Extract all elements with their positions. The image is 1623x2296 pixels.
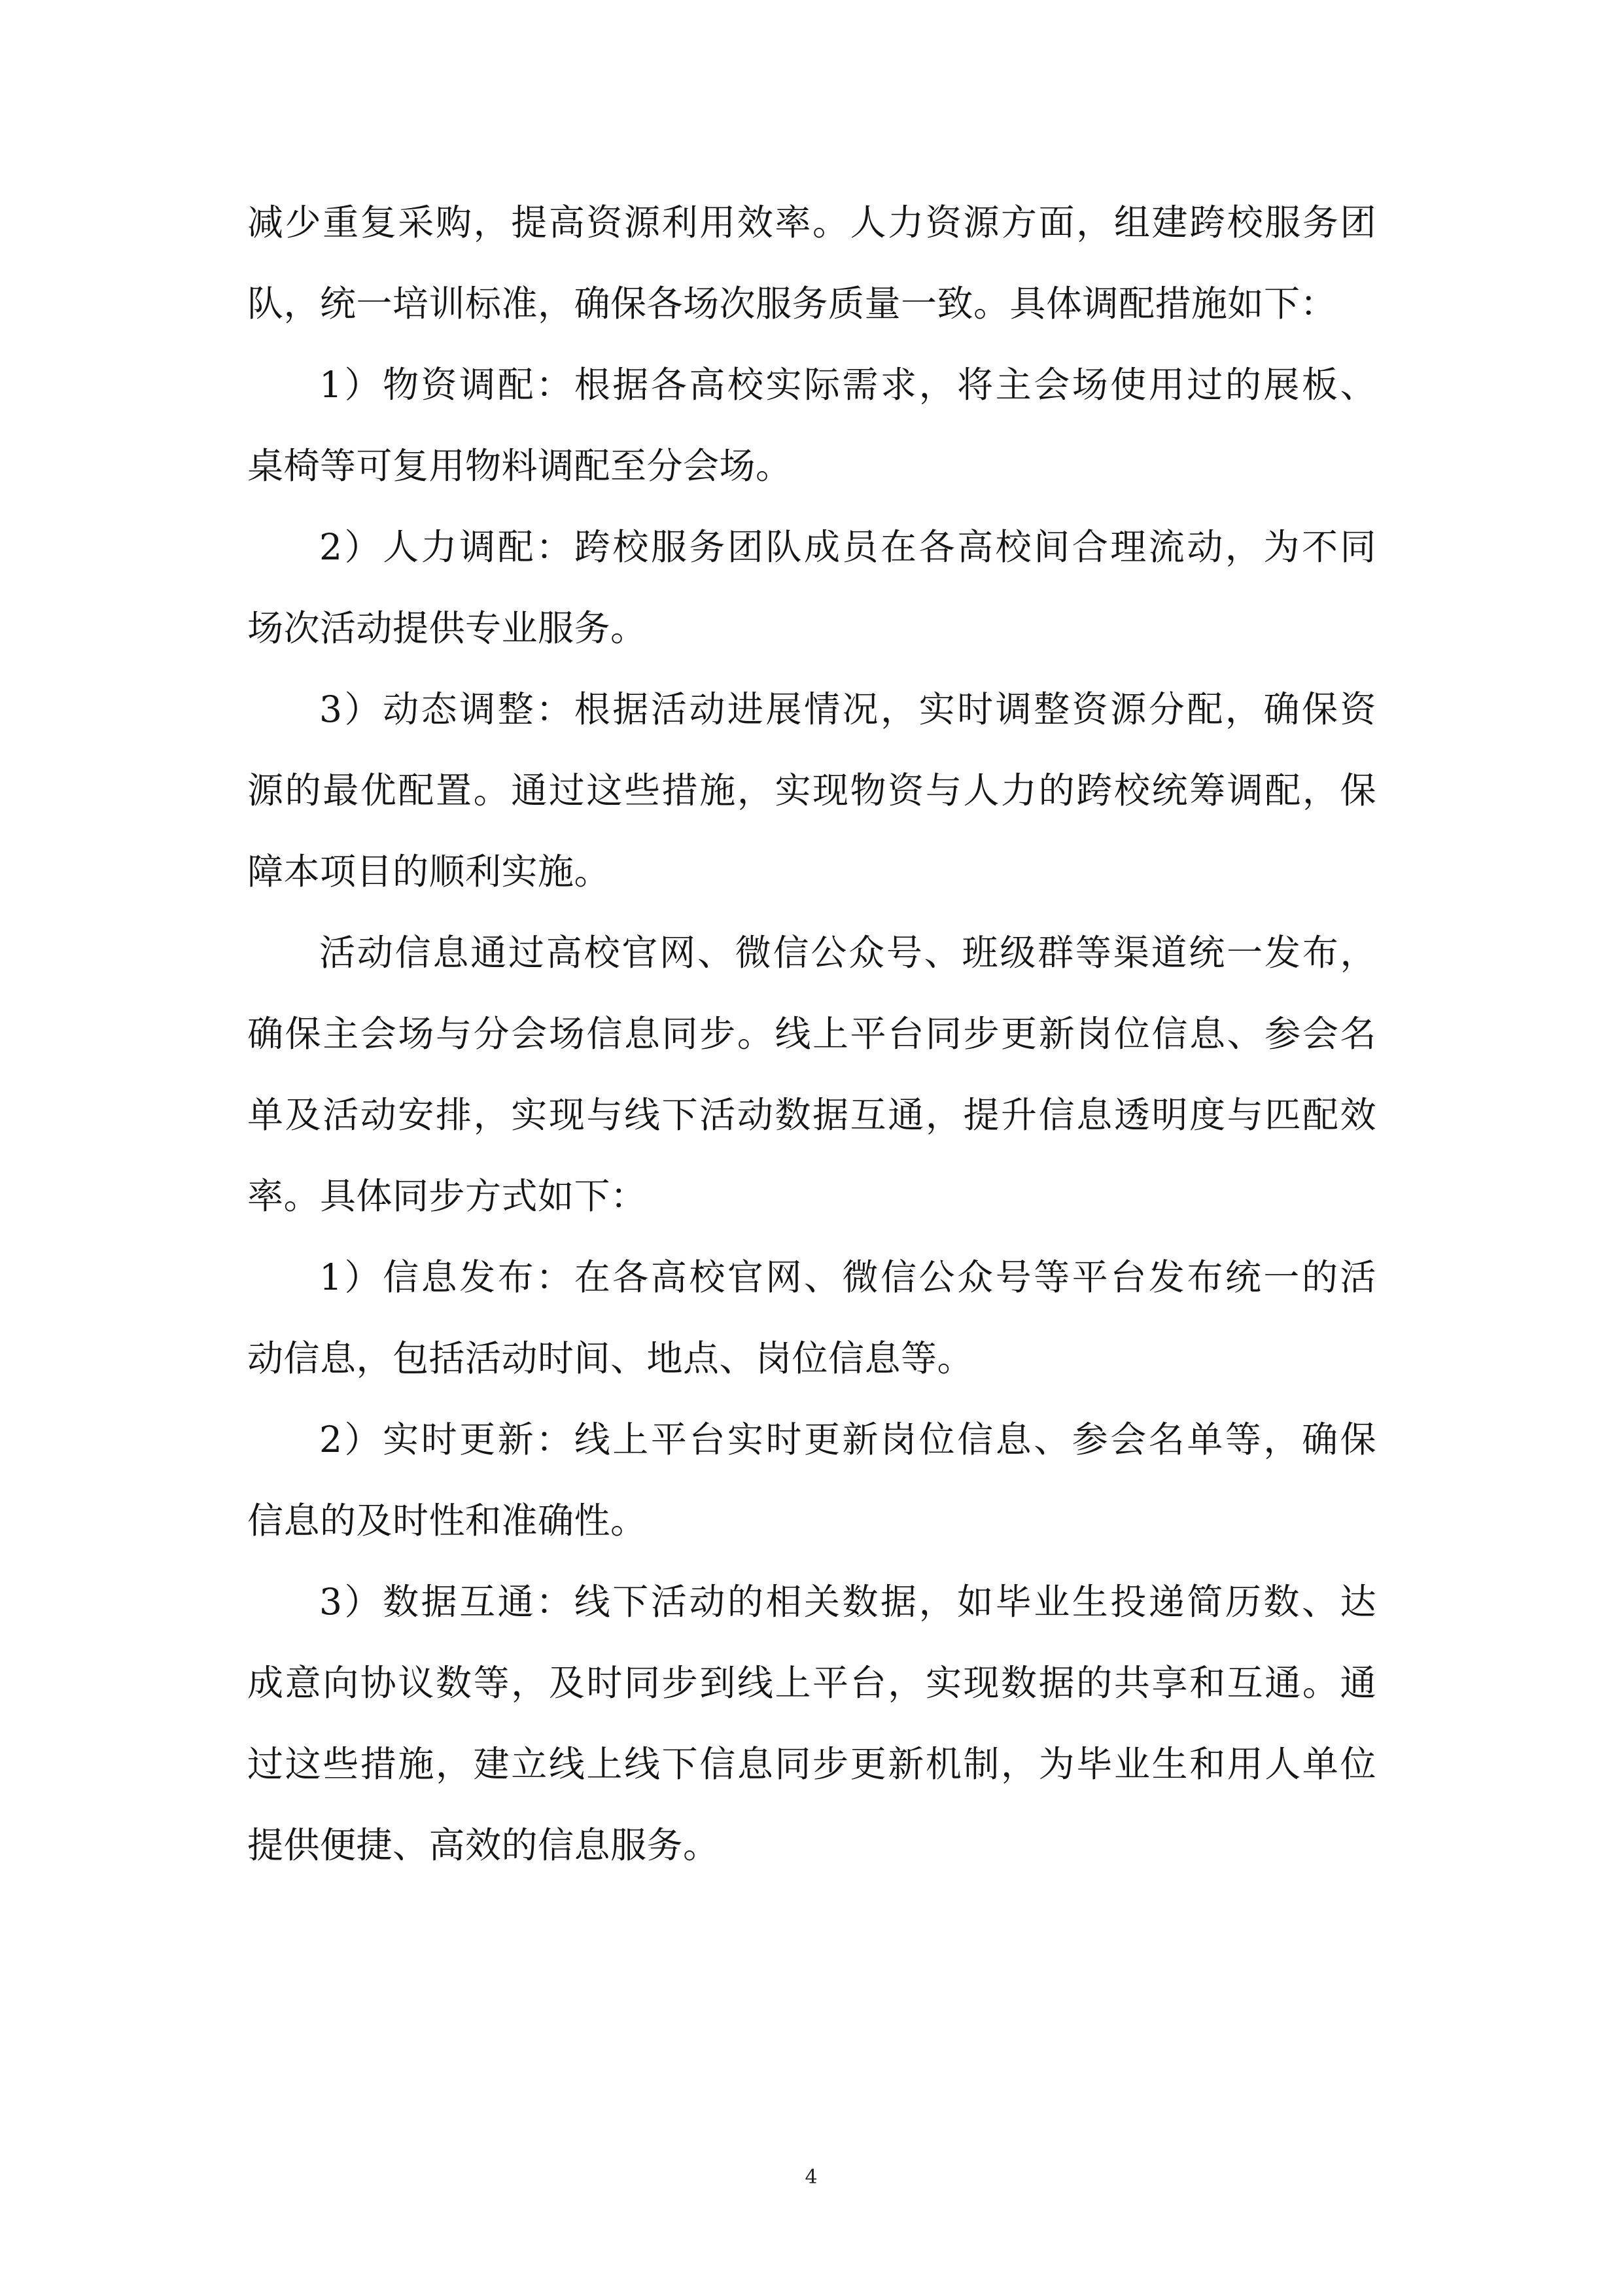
text-line: 确保主会场与分会场信息同步。线上平台同步更新岗位信息、参会名 [247, 1013, 1376, 1055]
text-line: 成意向协议数等，及时同步到线上平台，实现数据的共享和互通。通 [247, 1662, 1376, 1704]
text-line: 活动信息通过高校官网、微信公众号、班级群等渠道统一发布， [319, 932, 1376, 974]
text-line: 3）动态调整：根据活动进展情况，实时调整资源分配，确保资 [319, 688, 1376, 730]
page-number: 4 [805, 2166, 818, 2189]
text-line: 信息的及时性和准确性。 [247, 1500, 647, 1542]
text-line: 减少重复采购，提高资源利用效率。人力资源方面，组建跨校服务团 [247, 202, 1376, 243]
text-line: 2）人力调配：跨校服务团队成员在各高校间合理流动，为不同 [319, 526, 1376, 568]
body-text [247, 182, 1376, 1886]
text-line: 3）数据互通：线下活动的相关数据，如毕业生投递简历数、达 [319, 1581, 1376, 1623]
text-line: 过这些措施，建立线上线下信息同步更新机制，为毕业生和用人单位 [247, 1743, 1376, 1785]
text-line: 1）信息发布：在各高校官网、微信公众号等平台发布统一的活 [319, 1256, 1376, 1298]
text-line: 1）物资调配：根据各高校实际需求，将主会场使用过的展板、 [319, 364, 1376, 406]
text-line: 队，统一培训标准，确保各场次服务质量一致。具体调配措施如下： [247, 283, 1337, 325]
text-line: 障本项目的顺利实施。 [247, 851, 611, 892]
text-line: 提供便捷、高效的信息服务。 [247, 1824, 720, 1866]
text-line: 率。具体同步方式如下： [247, 1175, 647, 1217]
text-line: 源的最优配置。通过这些措施，实现物资与人力的跨校统筹调配，保 [247, 769, 1376, 811]
text-line: 场次活动提供专业服务。 [247, 607, 647, 649]
text-line: 单及活动安排，实现与线下活动数据互通，提升信息透明度与匹配效 [247, 1094, 1376, 1136]
text-line: 2）实时更新：线上平台实时更新岗位信息、参会名单等，确保 [319, 1419, 1376, 1460]
text-line: 桌椅等可复用物料调配至分会场。 [247, 445, 792, 487]
text-line: 动信息，包括活动时间、地点、岗位信息等。 [247, 1337, 974, 1379]
